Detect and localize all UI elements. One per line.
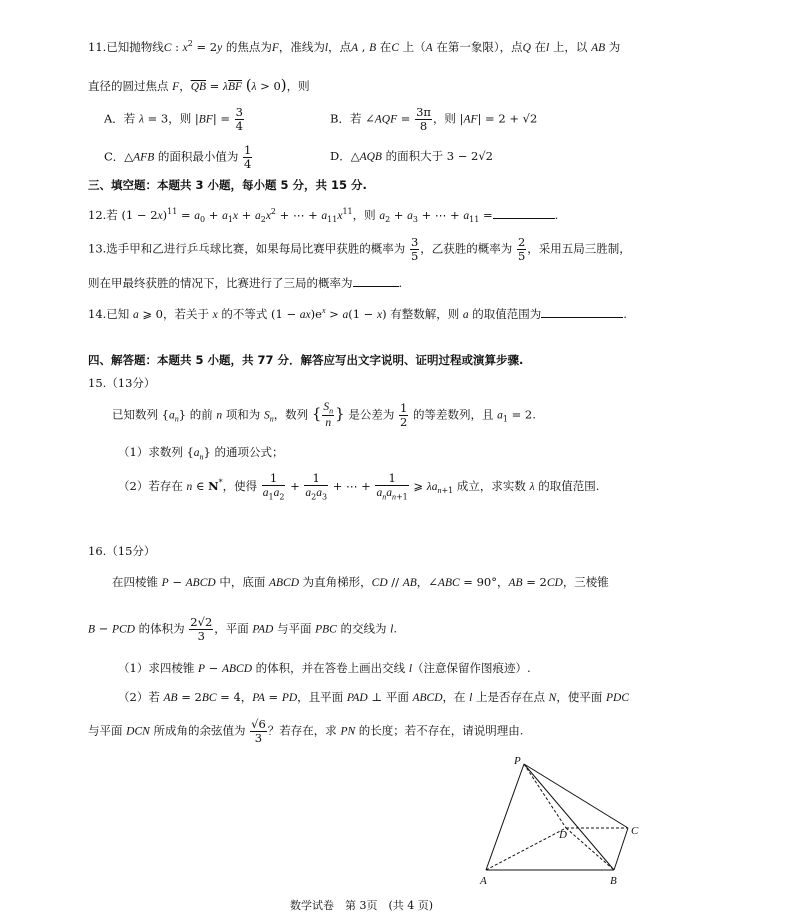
edge-DB (566, 828, 614, 870)
edge-PA (486, 764, 524, 870)
section4-heading: 四、解答题：本题共 5 小题，共 77 分．解答应写出文字说明、证明过程或演算步骤. (88, 353, 524, 367)
edge-PC (524, 764, 628, 828)
q11-line1: 11.已知抛物线C : $x^2 = 2y$ 的焦点为F，准线为l，点A , B 在C 上（A 在第一象限），点Q 在l 上，以 AB 为 (88, 39, 621, 54)
pyramid-figure (476, 752, 646, 892)
edge-PB (524, 764, 614, 870)
label-A: A (480, 875, 487, 887)
q11-option-a: A．若 λ = 3，则 |BF| = $\frac{3}{4}$ (104, 105, 243, 134)
q14: 14.已知 a ⩾ 0，若关于 x 的不等式 $(1 - ax)e^x > a(1 - x)$ 有整数解，则 a 的取值范围为 . (88, 306, 627, 321)
page-footer: 数学试卷 第 3页 (共 4 页) (290, 899, 434, 912)
q16-part1: （1）求四棱锥 P − ABCD 的体积，并在答卷上画出交线 l（注意保留作图痕迹）. (118, 661, 531, 675)
q13-line1: 13.选手甲和乙进行乒乓球比赛，如果每局比赛甲获胜的概率为 $\frac{3}{5}$ ，乙获胜的概率为 $\frac{2}{5}$ ，采用五局三胜制， (88, 235, 631, 264)
label-P: P (514, 755, 521, 767)
label-B: B (610, 875, 617, 887)
q15-heading: 15.（13分） (88, 376, 156, 390)
q15-stem: 已知数列 $\{a_n\}$ 的前 n 项和为 $S_n$，数列 { $\frac{S_n}{n}$ } 是公差为 $\frac{1}{2}$ 的等差数列，且 $a_1 = 2$. (112, 400, 536, 430)
label-D: D (559, 829, 567, 841)
q12: 12.若 $(1 - 2x)^{11} = a_0 + a_1x + a_2x^2$ + ⋯ + $a_{11}x^{11}$，则 $a_2 + a_3$ + ⋯ + $a_{11}$ = . (88, 207, 559, 225)
q15-part2: （2）若存在 n ∈ N*，使得 $\frac{1}{a_1a_2}$ + $\frac{1}{a_2a_3}$ + ⋯ + $\frac{1}{a_na_{n+1}}$ ⩾ $\lambda a_{n+1}$ 成立，求实数 λ 的取值范围. (118, 471, 600, 502)
section3-heading: 三、填空题：本题共 3 小题，每小题 5 分，共 15 分. (88, 178, 367, 192)
label-C: C (631, 825, 639, 837)
q11-option-d: D．△AQB 的面积大于 3 − 2√2 (330, 149, 493, 163)
q15-part1: （1）求数列 $\{a_n\}$ 的通项公式； (118, 445, 284, 462)
edge-AD (486, 828, 566, 870)
q16-part2-line2: 与平面 DCN 所成角的余弦值为 $\frac{√6}{3}$ ？若存在，求 PN 的长度；若不存在，请说明理由. (88, 717, 524, 746)
q11-option-c: C．△AFB 的面积最小值为 $\frac{1}{4}$ (104, 143, 252, 172)
q11-line2: 直径的圆过焦点 F，$\overline{QB} = \lambda\overline{BF}$ (λ > 0)，则 (88, 76, 310, 94)
q16-line2: B − PCD 的体积为 $\frac{2√2}{3}$ ，平面 PAD 与平面 PBC 的交线为 l. (88, 615, 398, 644)
q16-heading: 16.（15分） (88, 544, 156, 558)
q13-line2: 则在甲最终获胜的情况下，比赛进行了三局的概率为 . (88, 276, 403, 290)
edge-BC (614, 828, 628, 870)
q11-option-b: B．若 ∠AQF = $\frac{3\pi}{8}$ ，则 |AF| = 2 + √2 (330, 105, 538, 134)
q16-part2-line1: （2）若 AB = 2BC = 4，PA = PD，且平面 PAD ⊥ 平面 ABCD，在 l 上是否存在点 N，使平面 PDC (118, 690, 629, 704)
edge-PD (524, 764, 566, 828)
q16-line1: 在四棱锥 P − ABCD 中，底面 ABCD 为直角梯形，CD // AB，∠ABC = 90°，AB = 2CD，三棱锥 (112, 575, 609, 589)
